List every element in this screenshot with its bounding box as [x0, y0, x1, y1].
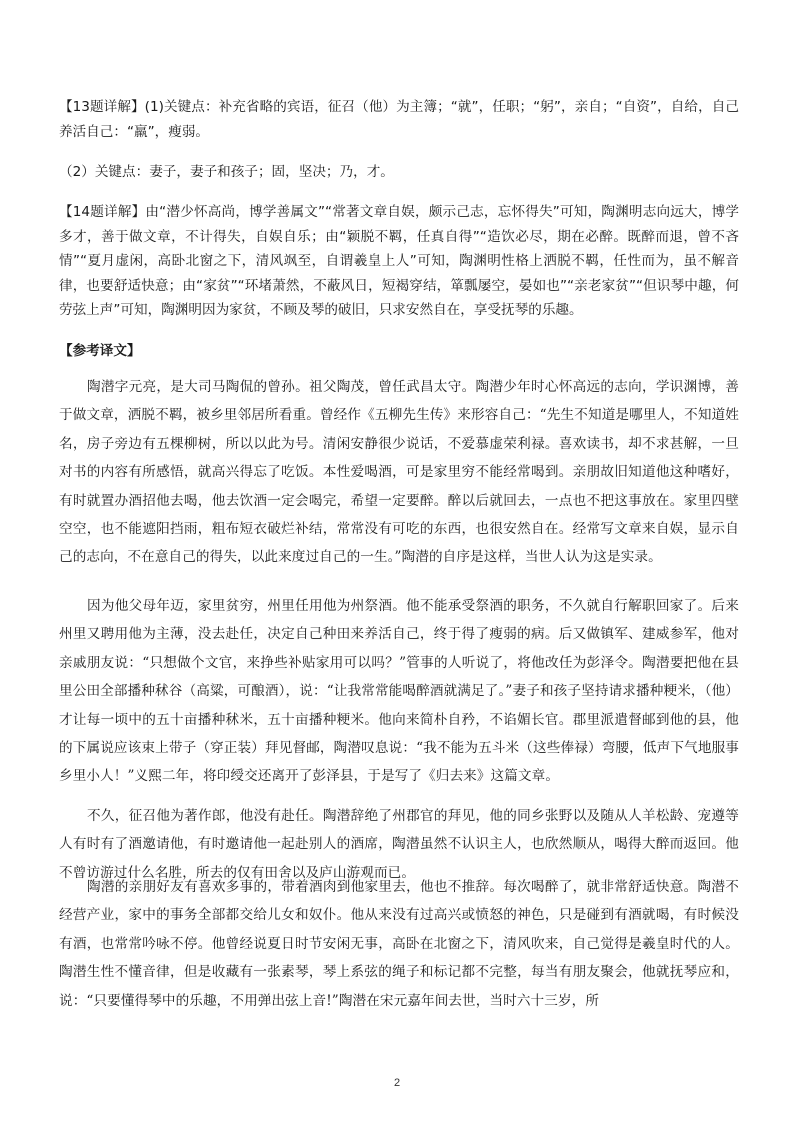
answer-14: 【14题详解】由“潜少怀高尚，博学善属文”“常著文章自娱，颇示己志，忘怀得失”可知，陶渊明志向远大，博学多才，善于做文章，不计得失，自娱自乐；由“颖脱不羁，任真自得”“造饮必尽，期在必醉。既醉而退，曾不吝情”“夏月虚闲，高卧北窗之下，清风飒至，自谓羲皇上人”可知，陶渊明性格上洒脱不羁，任性而为，虽不解音律，也要舒适快意；由“家贫”“环堵萧然，不蔽风日，短褐穿结，箪瓢屡空，晏如也”“亲老家贫”“但识琴中趣，何劳弦上声”可知，陶渊明因为家贫，不顾及琴的破旧，只求安然自在，享受抚琴的乐趣。 [59, 204, 739, 319]
translation-heading: 【参考译文】 [59, 343, 141, 359]
translation-paragraph-3: 不久，征召他为著作郎，他没有赴任。陶潜辞绝了州郡官的拜见，他的同乡张野以及随从人羊松龄、宠遵等人有时有了酒邀请他，有时邀请他一起赴别人的酒席，陶潜虽然不认识主人，也欣然顺从，喝得大醉而返回。他不曾访游过什么名胜，所去的仅有田舍以及庐山游观而已。 [59, 808, 739, 881]
translation-paragraph-2: 因为他父母年迈，家里贫穷，州里任用他为州祭酒。他不能承受祭酒的职务，不久就自行解职回家了。后来州里又聘用他为主薄，没去赴任，决定自己种田来养活自己，终于得了瘦弱的病。后又做镇军、建威参军，他对亲戚朋友说：“只想做个文官，来挣些补贴家用可以吗？”管事的人听说了，将他改任为彭泽令。陶潜要把他在县里公田全部播种秫谷（高粱，可酿酒），说：“让我常常能喝醉酒就满足了。”妻子和孩子坚持请求播种粳米，（他）才让每一顷中的五十亩播种秫米，五十亩播种粳米。他向来简朴自矜，不谄媚长官。郡里派遣督邮到他的县，他的下属说应该束上带子（穿正装）拜见督邮，陶潜叹息说：“我不能为五斗米（这些俸禄）弯腰，低声下气地服事乡里小人！”义熙二年，将印绶交还离开了彭泽县，于是写了《归去来》这篇文章。 [59, 598, 739, 785]
translation-paragraph-1: 陶潜字元亮，是大司马陶侃的曾孙。祖父陶茂，曾任武昌太守。陶潜少年时心怀高远的志向，学识渊博，善于做文章，洒脱不羁，被乡里邻居所看重。曾经作《五柳先生传》来形容自己：“先生不知道是哪里人，不知道姓名，房子旁边有五棵柳树，所以以此为号。清闲安静很少说话，不爱慕虚荣利禄。喜欢读书，却不求甚解，一旦对书的内容有所感悟，就高兴得忘了吃饭。本性爱喝酒，可是家里穷不能经常喝到。亲朋故旧知道他这种嗜好，有时就置办酒招他去喝，他去饮酒一定会喝完，希望一定要醉。醉以后就回去，一点也不把这事放在。家里四壁空空，也不能遮阳挡雨，粗布短衣破烂补结，常常没有可吃的东西，也很安然自在。经常写文章来自娱，显示自己的志向，不在意自己的得失，以此来度过自己的一生。”陶潜的自序是这样，当世人认为这是实录。 [59, 379, 739, 566]
answer-13-part1: 【13题详解】(1)关键点：补充省略的宾语，征召（他）为主簿；“就”，任职；“躬”，亲自；“自资”，自给，自己养活自己：“羸”，瘦弱。 [59, 99, 739, 140]
answer-13-part2: （2）关键点：妻子，妻子和孩子；固，坚决；乃，才。 [59, 164, 394, 180]
page-number: 2 [393, 1077, 401, 1089]
translation-paragraph-4: 陶潜的亲朋好友有喜欢多事的，带着酒肉到他家里去，他也不推辞。每次喝醉了，就非常舒适快意。陶潜不经营产业，家中的事务全部都交给儿女和奴仆。他从来没有过高兴或愤怒的神色，只是碰到有酒就喝，有时候没有酒，也常常吟咏不停。他曾经说夏日时节安闲无事，高卧在北窗之下，清风吹来，自己觉得是羲皇时代的人。陶潜生性不懂音律，但是收藏有一张素琴，琴上系弦的绳子和标记都不完整，每当有朋友聚会，他就抚琴应和，说：“只要懂得琴中的乐趣，不用弹出弦上音!”陶潜在宋元嘉年间去世，当时六十三岁，所 [59, 879, 739, 1009]
